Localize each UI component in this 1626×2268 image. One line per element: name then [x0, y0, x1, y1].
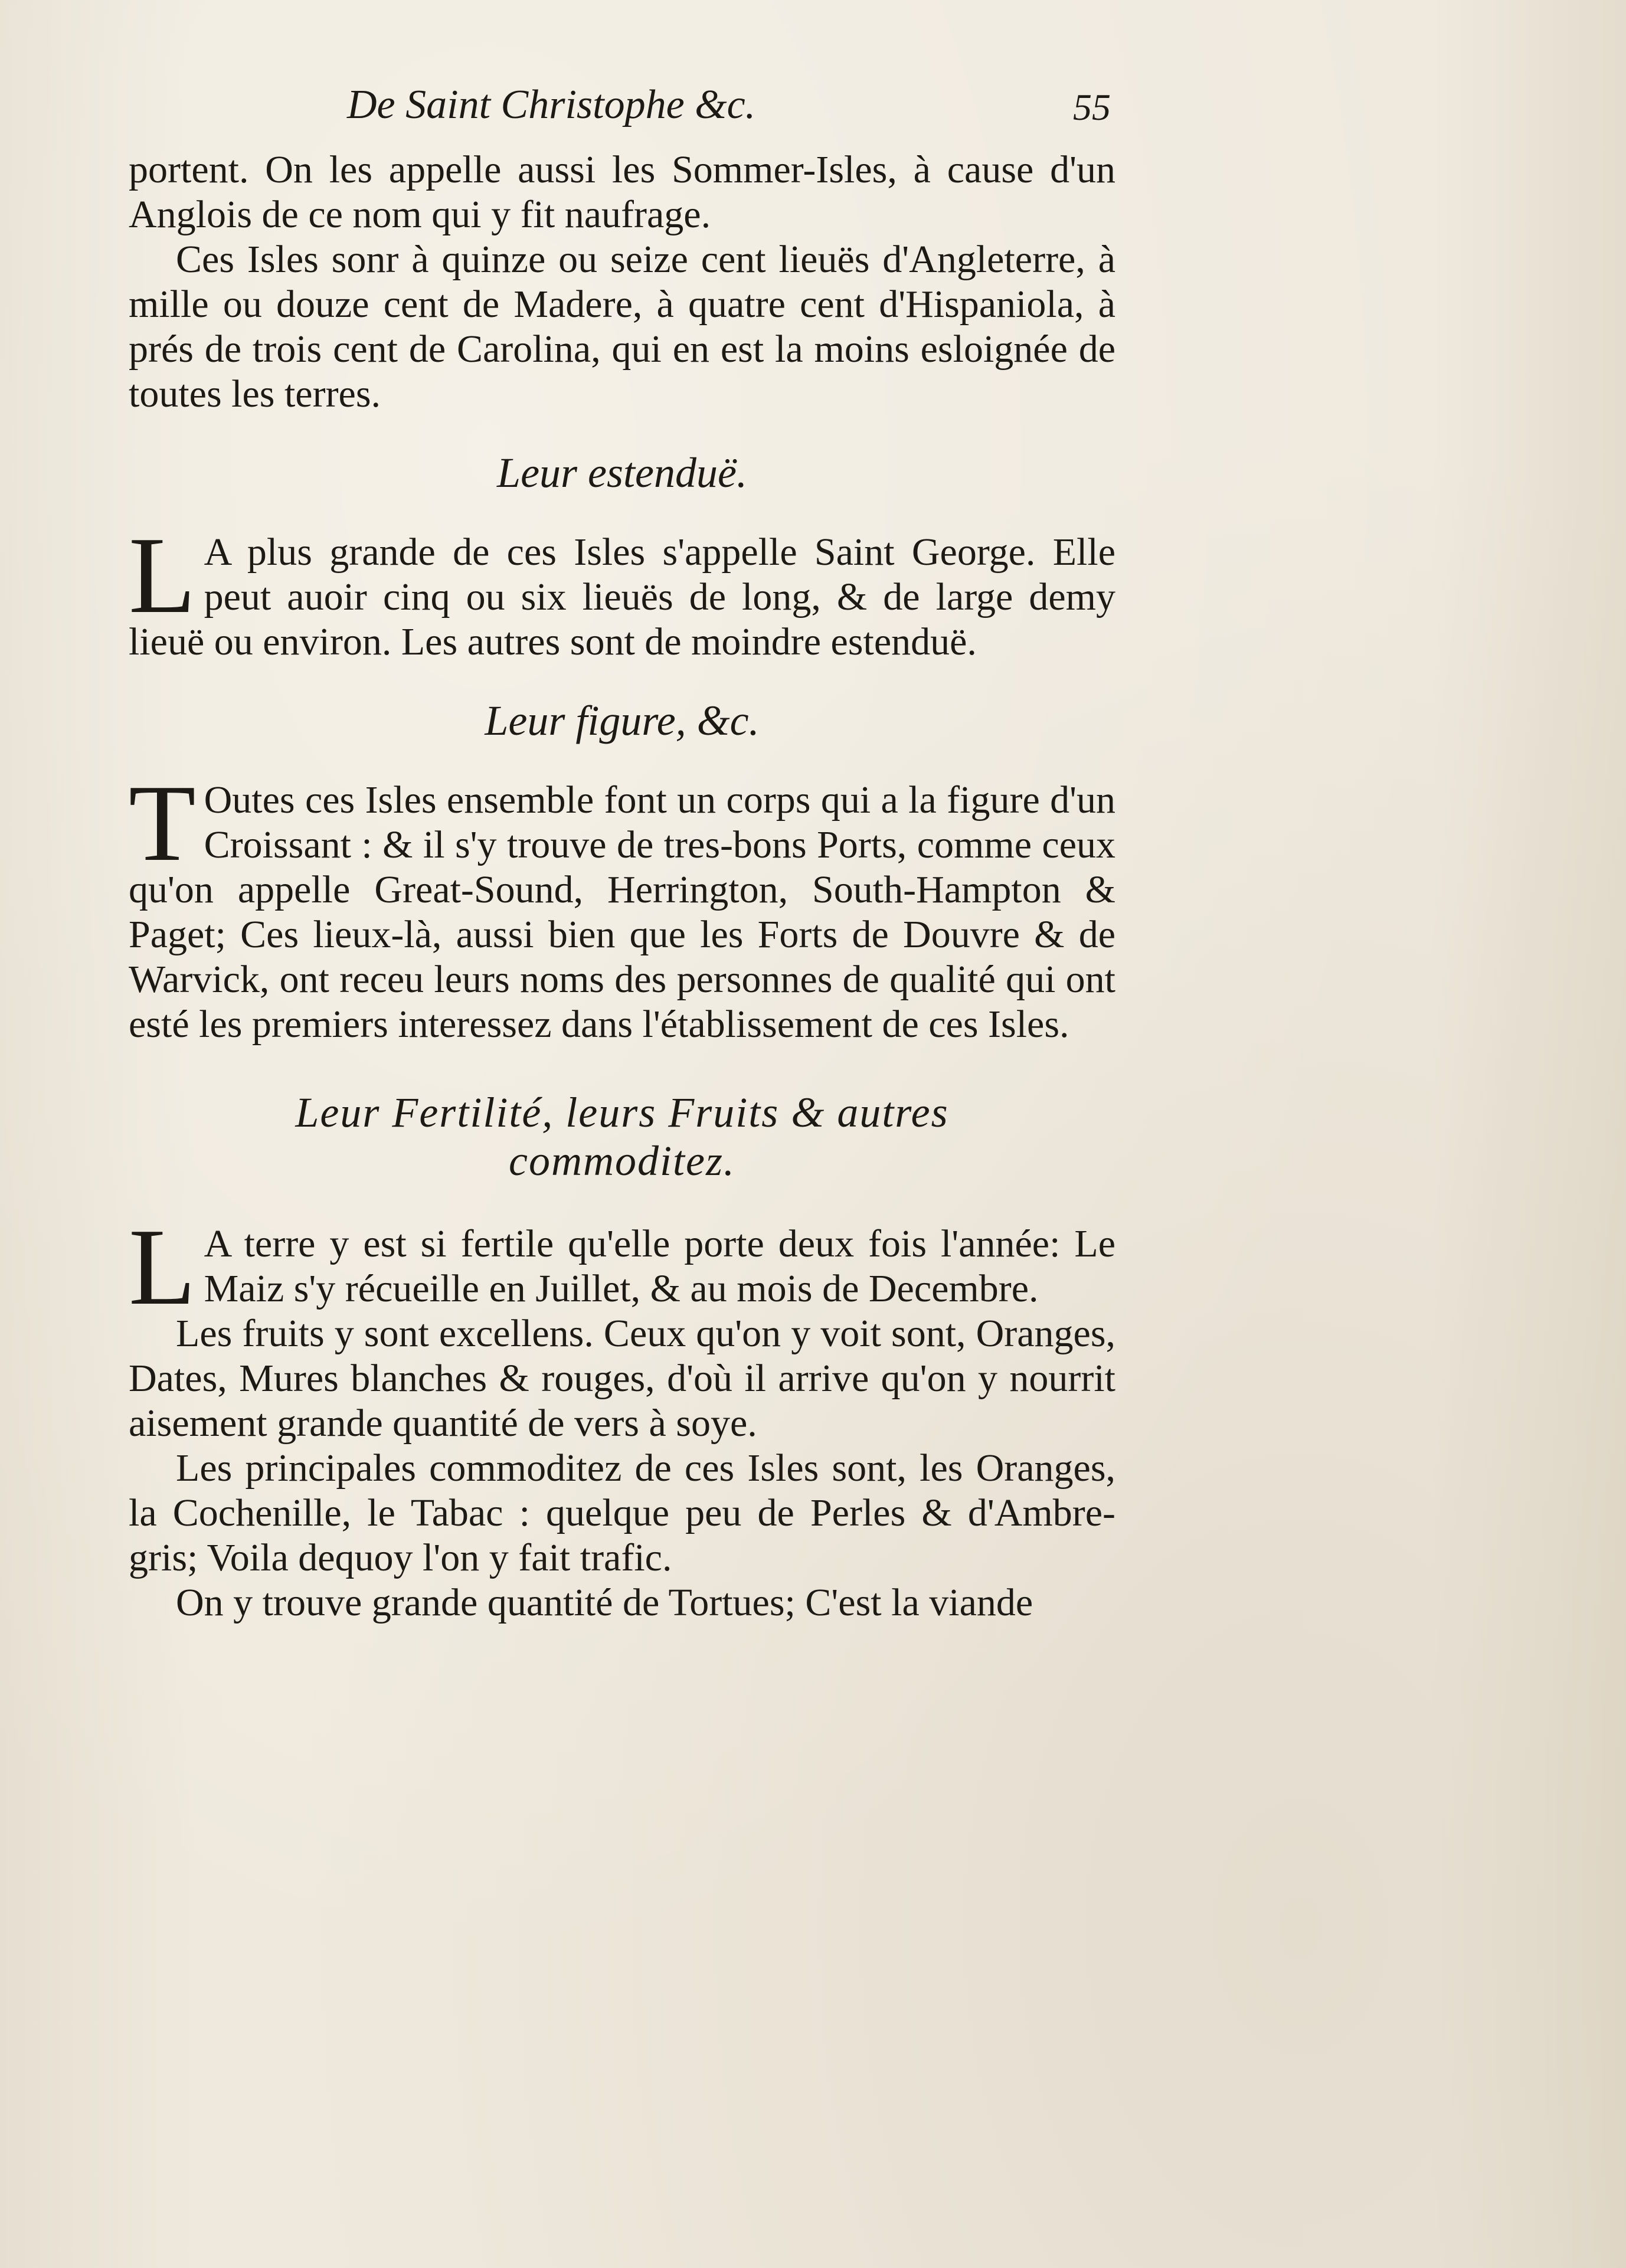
section-heading-line: Leur Fertilité, leurs Fruits & autres: [295, 1089, 949, 1136]
section-heading-line: commoditez.: [509, 1137, 735, 1184]
paragraph-estendue: A plus grande de ces Isles s'appelle Saint George. Elle peut auoir cinq ou six lieuës de long, & de large demy lieuë ou environ. Les autres sont de moindre estenduë.: [129, 531, 1115, 663]
paragraph-continuation: portent. On les appelle aussi les Sommer-Isles, à cause d'un Anglois de ce nom qui y fit naufrage.: [129, 148, 1115, 236]
paragraph-fertilite: A terre y est si fertile qu'elle porte deux fois l'année: Le Maiz s'y récueille en Juillet, & au mois de Decembre.: [204, 1222, 1115, 1310]
paragraph-commoditez: Les principales commoditez de ces Isles sont, les Oranges, la Cochenille, le Tabac : quelque peu de Perles & d'Ambre-gris; Voila dequoy l'on y fait trafic.: [129, 1446, 1115, 1579]
page-number: 55: [1073, 86, 1111, 128]
section-heading-figure: Leur figure, &c.: [485, 697, 760, 744]
text-block: [129, 83, 1115, 1625]
running-head-title: De Saint Christophe &c.: [347, 82, 756, 127]
section-body-figure: [129, 762, 1115, 1047]
paragraph-fruits: Les fruits y sont excellens. Ceux qu'on y voit sont, Oranges, Dates, Mures blanches & rouges, d'où il arrive qu'on y nourrit aisement grande quantité de vers à soye.: [129, 1312, 1115, 1445]
paragraph-figure: Outes ces Isles ensemble font un corps qui a la figure d'un Croissant : & il s'y trouve de tres-bons Ports, comme ceux qu'on appelle Great-Sound, Herrington, South-Hampton & Paget; Ces lieux-là, aussi bien que les Forts de Douvre & de Warvick, ont receu leurs noms des personnes de qualité qui ont esté les premiers interessez dans l'établissement de ces Isles.: [129, 778, 1115, 1046]
section-body-estendue: [129, 515, 1115, 665]
paragraph-tortues: On y trouve grande quantité de Tortues; C'est la viande: [176, 1581, 1033, 1624]
drop-cap: L: [129, 515, 196, 636]
running-head: [129, 83, 1115, 148]
section-heading-fertilite: [129, 1088, 1115, 1185]
drop-cap: T: [129, 762, 196, 884]
section-body-fertilite: [129, 1206, 1115, 1328]
paragraph-distances: Ces Isles sonr à quinze ou seize cent lieuës d'Angleterre, à mille ou douze cent de Madere, à quatre cent d'Hispaniola, à prés de trois cent de Carolina, qui en est la moins esloignée de toutes les terres.: [129, 238, 1115, 415]
section-heading-estendue: Leur estenduë.: [497, 449, 747, 496]
drop-cap: L: [129, 1206, 196, 1328]
